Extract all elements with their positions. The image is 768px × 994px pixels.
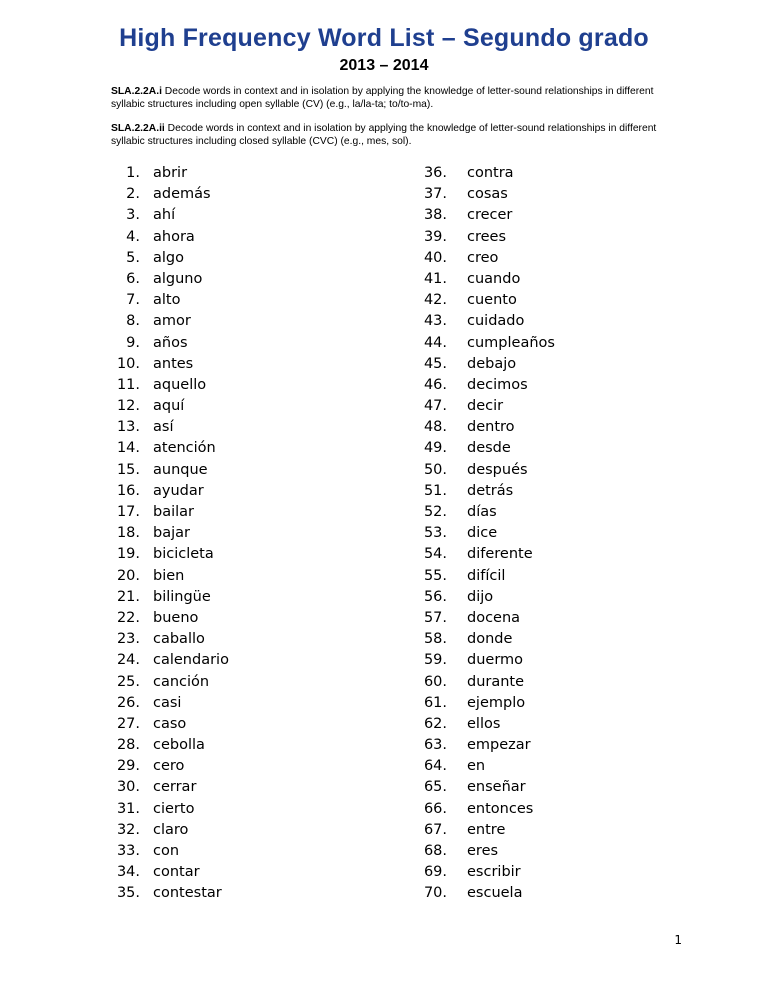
list-item — [100, 629, 229, 650]
item-number: 28. — [116, 737, 140, 754]
item-number: 3. — [126, 207, 140, 224]
item-number: 6. — [126, 270, 140, 287]
list-item — [410, 184, 555, 205]
item-word: empezar — [467, 737, 531, 754]
list-item — [100, 608, 229, 629]
list-item — [410, 269, 555, 290]
standard-2-code: SLA.2.2A.ii — [111, 123, 165, 134]
item-number: 33. — [116, 843, 140, 859]
item-word: decimos — [467, 376, 528, 393]
item-word: atención — [153, 440, 216, 457]
item-number: 48. — [423, 419, 447, 436]
item-number: 19. — [116, 546, 140, 563]
list-item — [100, 883, 229, 904]
item-number: 68. — [423, 843, 447, 859]
item-number: 27. — [116, 715, 140, 732]
item-number: 9. — [126, 334, 140, 351]
list-item — [410, 693, 555, 714]
list-item — [100, 248, 229, 269]
item-word: casi — [153, 694, 182, 711]
list-item — [100, 290, 229, 311]
item-number: 32. — [116, 821, 140, 838]
item-word: cuando — [467, 270, 521, 287]
item-word: escuela — [467, 885, 523, 902]
list-item — [100, 460, 229, 481]
item-word: docena — [467, 609, 521, 626]
item-number: 2. — [126, 186, 140, 203]
item-word: contestar — [153, 885, 222, 902]
item-number: 65. — [423, 779, 447, 796]
item-number: 21. — [116, 588, 140, 605]
item-number: 53. — [423, 525, 447, 542]
item-word: dijo — [467, 588, 494, 605]
item-number: 56. — [423, 588, 447, 605]
list-item — [100, 375, 229, 396]
item-word: dentro — [467, 419, 515, 436]
list-item — [100, 417, 229, 438]
item-word: crees — [467, 228, 507, 245]
list-item — [100, 841, 229, 862]
item-number: 31. — [116, 800, 140, 817]
item-number: 64. — [423, 758, 447, 775]
item-number: 49. — [423, 440, 447, 457]
list-item — [100, 205, 229, 226]
list-item — [410, 862, 555, 883]
item-number: 20. — [116, 567, 140, 584]
item-number: 57. — [423, 609, 447, 626]
page-number: 1 — [674, 933, 682, 947]
item-word: amor — [153, 313, 191, 330]
item-word: caballo — [153, 631, 205, 648]
list-item — [100, 672, 229, 693]
list-item — [410, 333, 555, 354]
item-number: 51. — [423, 482, 447, 499]
list-item — [410, 777, 555, 798]
item-word: cebolla — [153, 737, 205, 754]
item-word: bueno — [153, 609, 199, 626]
item-number: 54. — [423, 546, 447, 563]
list-item — [410, 460, 555, 481]
item-word: cosas — [467, 186, 508, 203]
item-word: difícil — [467, 567, 506, 584]
item-number: 36. — [423, 165, 447, 181]
item-word: creo — [467, 249, 499, 266]
standard-2-text: Decode words in context and in isolation by applying the knowledge of letter-sound relationships in different syllabic structures including closed syllable (CVC) (e.g., mes, sol). — [111, 123, 657, 147]
list-item — [410, 417, 555, 438]
list-item — [100, 650, 229, 671]
item-number: 46. — [423, 376, 447, 393]
list-item — [410, 735, 555, 756]
item-word: claro — [153, 821, 189, 838]
item-word: debajo — [467, 355, 517, 372]
list-item — [410, 375, 555, 396]
item-word: alguno — [153, 270, 203, 287]
item-number: 40. — [423, 249, 447, 266]
item-word: días — [467, 504, 497, 520]
item-number: 8. — [126, 313, 140, 330]
item-word: cuento — [467, 292, 517, 309]
list-item — [410, 290, 555, 311]
item-word: durante — [467, 673, 525, 690]
item-word: bajar — [153, 525, 190, 542]
item-word: algo — [153, 249, 184, 266]
list-item — [410, 502, 555, 523]
list-item — [410, 396, 555, 417]
list-item — [100, 693, 229, 714]
item-number: 38. — [423, 207, 447, 224]
item-word: dice — [467, 525, 498, 542]
item-number: 7. — [126, 292, 140, 309]
list-item — [410, 629, 555, 650]
list-item — [100, 735, 229, 756]
item-word: eres — [467, 843, 499, 859]
item-word: diferente — [467, 546, 533, 563]
item-word: aunque — [153, 461, 208, 478]
item-number: 17. — [116, 504, 140, 520]
item-word: en — [467, 758, 486, 775]
list-item — [410, 650, 555, 671]
list-item — [100, 438, 229, 459]
list-item — [100, 354, 229, 375]
item-word: además — [153, 186, 211, 203]
list-item — [100, 481, 229, 502]
item-number: 26. — [116, 694, 140, 711]
list-item — [410, 608, 555, 629]
item-number: 66. — [423, 800, 447, 817]
item-number: 43. — [423, 313, 447, 330]
item-number: 11. — [116, 376, 140, 393]
list-item — [410, 523, 555, 544]
item-word: años — [153, 334, 188, 351]
list-item — [410, 672, 555, 693]
item-number: 55. — [423, 567, 447, 584]
word-list-right-column — [410, 163, 555, 905]
item-number: 47. — [423, 398, 447, 415]
list-item — [410, 354, 555, 375]
item-number: 24. — [116, 652, 140, 669]
list-item — [410, 799, 555, 820]
item-number: 34. — [116, 864, 140, 881]
word-list-left-column — [100, 163, 229, 905]
item-word: cerrar — [153, 779, 197, 796]
item-word: después — [467, 461, 528, 478]
list-item — [410, 481, 555, 502]
item-word: detrás — [467, 482, 514, 499]
list-item — [100, 756, 229, 777]
item-number: 10. — [116, 355, 140, 372]
item-number: 69. — [423, 864, 447, 881]
list-item — [410, 248, 555, 269]
item-word: bien — [153, 567, 185, 584]
page-title: High Frequency Word List – Segundo grado — [119, 24, 649, 52]
item-number: 61. — [423, 694, 447, 711]
list-item — [100, 714, 229, 735]
item-word: con — [153, 843, 180, 859]
item-number: 16. — [116, 482, 140, 499]
item-word: decir — [467, 398, 504, 415]
item-word: crecer — [467, 207, 513, 224]
item-word: entonces — [467, 800, 534, 817]
item-word: cuidado — [467, 313, 525, 330]
list-item — [410, 205, 555, 226]
list-item — [100, 544, 229, 565]
list-item — [410, 566, 555, 587]
list-item — [100, 269, 229, 290]
item-number: 35. — [116, 885, 140, 902]
item-word: así — [153, 419, 174, 436]
list-item — [100, 184, 229, 205]
item-number: 13. — [116, 419, 140, 436]
item-number: 18. — [116, 525, 140, 542]
item-number: 4. — [126, 228, 140, 245]
item-word: donde — [467, 631, 513, 648]
list-item — [410, 544, 555, 565]
item-word: ejemplo — [467, 694, 526, 711]
item-word: ahí — [153, 207, 176, 224]
item-word: enseñar — [467, 779, 526, 796]
item-number: 14. — [116, 440, 140, 457]
item-word: calendario — [153, 652, 229, 669]
list-item — [410, 163, 555, 184]
item-word: duermo — [467, 652, 524, 669]
list-item — [410, 820, 555, 841]
item-word: ellos — [467, 715, 501, 732]
item-number: 60. — [423, 673, 447, 690]
item-number: 37. — [423, 186, 447, 203]
item-number: 42. — [423, 292, 447, 309]
item-word: cierto — [153, 800, 195, 817]
standard-1-text: Decode words in context and in isolation by applying the knowledge of letter-sound relationships in different syllabic structures including open syllable (CV) (e.g., la/la-ta; to/to-ma). — [111, 86, 654, 110]
list-item — [100, 311, 229, 332]
item-word: entre — [467, 821, 506, 838]
item-number: 41. — [423, 270, 447, 287]
item-number: 30. — [116, 779, 140, 796]
item-word: caso — [153, 715, 187, 732]
item-word: bailar — [153, 504, 194, 520]
item-number: 25. — [116, 673, 140, 690]
item-number: 67. — [423, 821, 447, 838]
list-item — [100, 227, 229, 248]
item-word: aquí — [153, 398, 185, 415]
list-item — [100, 862, 229, 883]
item-word: abrir — [153, 165, 188, 181]
item-number: 52. — [423, 504, 447, 520]
list-item — [410, 883, 555, 904]
item-word: ahora — [153, 228, 195, 245]
list-item — [100, 587, 229, 608]
standard-1 — [111, 85, 686, 111]
item-word: cero — [153, 758, 185, 775]
list-item — [410, 714, 555, 735]
item-number: 50. — [423, 461, 447, 478]
list-item — [100, 777, 229, 798]
list-item — [100, 523, 229, 544]
list-item — [100, 799, 229, 820]
item-number: 5. — [126, 249, 140, 266]
item-word: escribir — [467, 864, 521, 881]
list-item — [410, 756, 555, 777]
item-number: 59. — [423, 652, 447, 669]
school-year: 2013 – 2014 — [339, 57, 429, 74]
item-number: 39. — [423, 228, 447, 245]
item-word: bicicleta — [153, 546, 214, 563]
item-number: 22. — [116, 609, 140, 626]
list-item — [100, 502, 229, 523]
item-number: 62. — [423, 715, 447, 732]
item-word: bilingüe — [153, 588, 211, 605]
standard-2 — [111, 122, 686, 148]
item-word: canción — [153, 673, 210, 690]
list-item — [100, 333, 229, 354]
item-word: desde — [467, 440, 511, 457]
item-number: 29. — [116, 758, 140, 775]
item-number: 44. — [423, 334, 447, 351]
item-number: 1. — [126, 165, 140, 181]
item-number: 63. — [423, 737, 447, 754]
list-item — [410, 587, 555, 608]
item-word: aquello — [153, 376, 207, 393]
item-number: 45. — [423, 355, 447, 372]
item-number: 58. — [423, 631, 447, 648]
item-word: contar — [153, 864, 200, 881]
list-item — [410, 227, 555, 248]
list-item — [100, 566, 229, 587]
item-number: 12. — [116, 398, 140, 415]
list-item — [100, 163, 229, 184]
item-word: cumpleaños — [467, 334, 555, 351]
list-item — [410, 311, 555, 332]
list-item — [410, 841, 555, 862]
list-item — [100, 396, 229, 417]
list-item — [410, 438, 555, 459]
item-number: 23. — [116, 631, 140, 648]
item-number: 70. — [423, 885, 447, 902]
list-item — [100, 820, 229, 841]
standard-1-code: SLA.2.2A.i — [111, 86, 162, 97]
item-word: ayudar — [153, 482, 204, 499]
item-word: contra — [467, 165, 514, 181]
item-word: alto — [153, 292, 181, 309]
item-number: 15. — [116, 461, 140, 478]
item-word: antes — [153, 355, 194, 372]
